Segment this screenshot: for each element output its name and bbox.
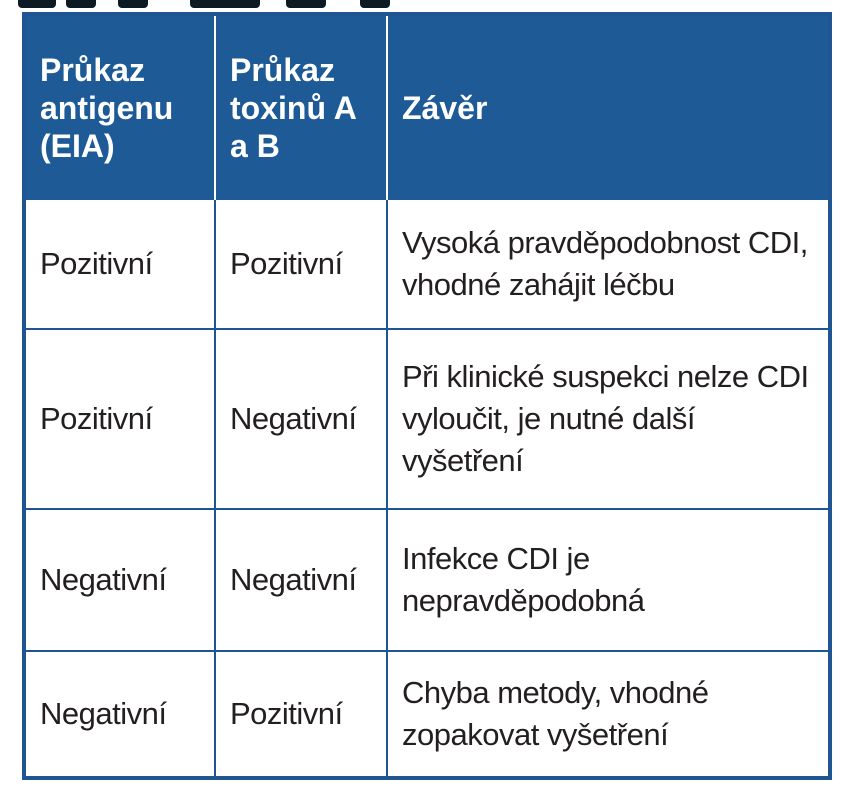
cell-conclusion: Vysoká pravděpodobnost CDI, vhodné zahájit léčbu [387, 200, 830, 329]
table-row [24, 200, 830, 329]
table-row [24, 509, 830, 651]
cropped-caption-fragment [0, 0, 400, 8]
header-toxin-test: Průkaz toxinů A a B [215, 14, 387, 200]
cell-antigen-result: Pozitivní [24, 329, 215, 509]
cell-toxin-result: Negativní [215, 329, 387, 509]
table-row [24, 651, 830, 778]
header-antigen-test: Průkaz antigenu (EIA) [24, 14, 215, 200]
cell-antigen-result: Pozitivní [24, 200, 215, 329]
table-row [24, 329, 830, 509]
table-header-row [24, 14, 830, 200]
cell-antigen-result: Negativní [24, 651, 215, 778]
cell-antigen-result: Negativní [24, 509, 215, 651]
cell-conclusion: Při klinické suspekci nelze CDI vyloučit, je nutné další vyšetření [387, 329, 830, 509]
cell-toxin-result: Pozitivní [215, 200, 387, 329]
header-conclusion: Závěr [387, 14, 830, 200]
cell-toxin-result: Pozitivní [215, 651, 387, 778]
cell-conclusion: Chyba metody, vhodné zopakovat vyšetření [402, 675, 709, 752]
cdi-test-result-table [22, 12, 832, 780]
cell-toxin-result: Negativní [215, 509, 387, 651]
cell-conclusion: Infekce CDI je nepravděpodobná [387, 509, 830, 651]
